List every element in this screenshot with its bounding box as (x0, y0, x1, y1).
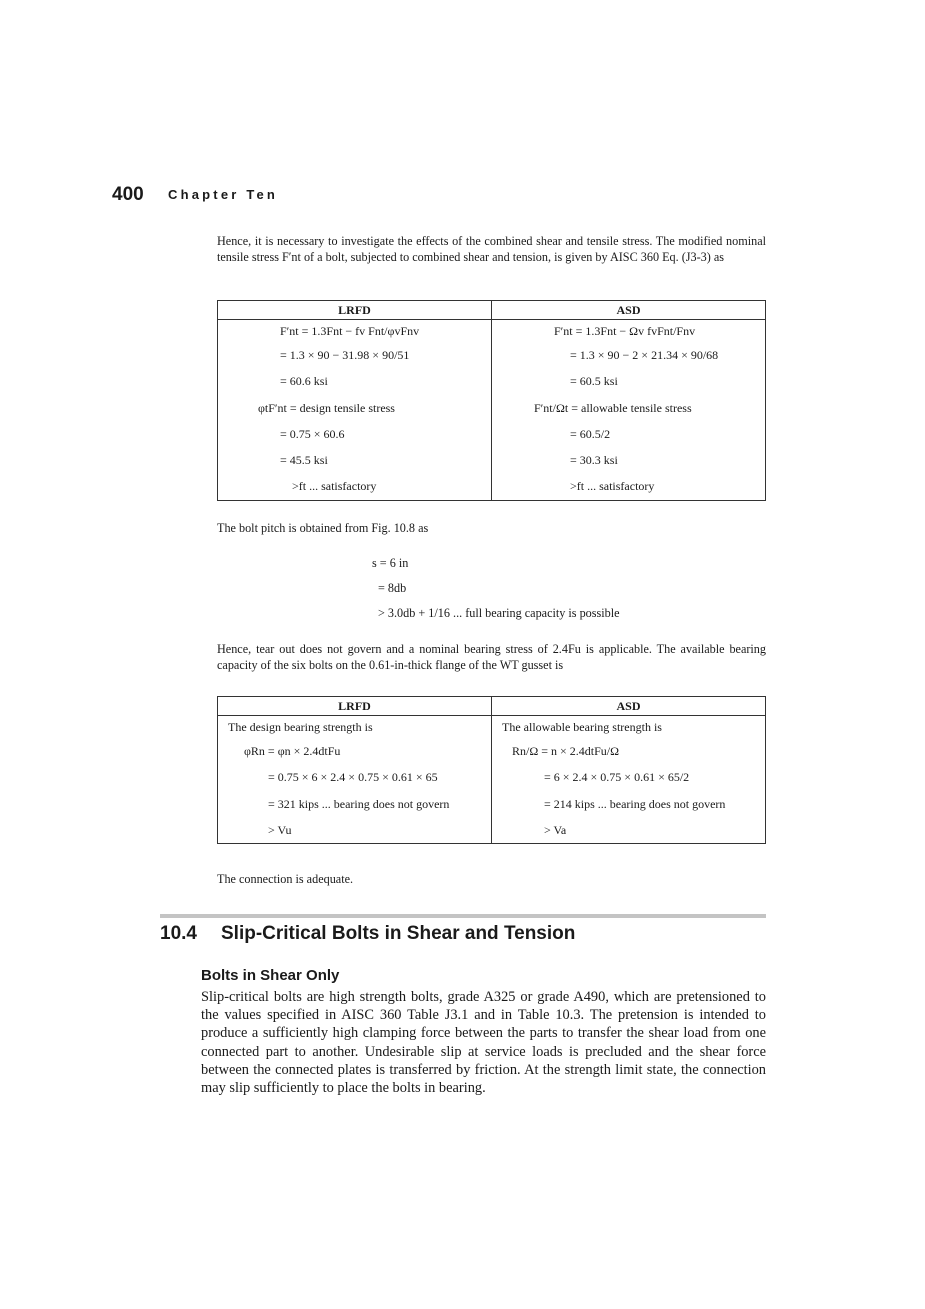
pitch-eq-line: > 3.0db + 1/16 ... full bearing capacity is possible (378, 606, 620, 620)
pitch-eq-line: = 8db (378, 581, 407, 595)
section-title: Slip-Critical Bolts in Shear and Tension (221, 923, 576, 944)
asd-line: = 214 kips ... bearing does not govern (544, 796, 726, 811)
section-number: 10.4 (160, 923, 197, 944)
asd-header: ASD (492, 301, 766, 320)
adequate-statement: The connection is adequate. (217, 872, 354, 886)
lrfd-line: φRn = φn × 2.4dtFu (244, 744, 341, 758)
lrfd-line: The design bearing strength is (228, 720, 373, 734)
pitch-equations (372, 551, 620, 626)
lrfd-line: = 0.75 × 6 × 2.4 × 0.75 × 0.61 × 65 (268, 770, 438, 785)
asd-line: = 6 × 2.4 × 0.75 × 0.61 × 65/2 (544, 770, 690, 785)
lrfd-column (218, 716, 492, 844)
section-heading (160, 923, 575, 945)
asd-line: >ft ... satisfactory (570, 479, 655, 494)
asd-column (492, 716, 766, 844)
lrfd-line: = 321 kips ... bearing does not govern (268, 796, 450, 811)
lrfd-line: = 0.75 × 60.6 (280, 426, 345, 441)
asd-line: = 60.5/2 (570, 426, 611, 441)
asd-line: = 1.3 × 90 − 2 × 21.34 × 90/68 (570, 348, 719, 362)
body-paragraph: Slip-critical bolts are high strength bolts, grade A325 or grade A490, which are pretensioned to the values specified in AISC 360 Table J3.1 and in Table 10.3. The pretension is intended to produce a sufficiently high clamping force between the parts to transfer the shear load from one connected part to another. Undesirable slip at service loads is precluded and the shear force between the connected plates is transferred by friction. At the strength limit state, the connection may slip sufficiently to place the bolts in bearing. (201, 989, 766, 1097)
intro-paragraph: Hence, it is necessary to investigate the effects of the combined shear and tensile stress. The modified nominal tensile stress F′nt of a bolt, subjected to combined shear and tension, is given by AISC 360 Eq. (J3-3) as (217, 234, 766, 264)
lrfd-line: = 60.6 ksi (280, 374, 328, 389)
lrfd-line: >ft ... satisfactory (292, 479, 377, 494)
chapter-title: Chapter Ten (168, 187, 279, 202)
pitch-paragraph: The bolt pitch is obtained from Fig. 10.8 as (217, 521, 429, 535)
asd-line: > Va (544, 822, 567, 837)
asd-line: F′nt/Ωt = allowable tensile stress (534, 400, 692, 415)
asd-line: F′nt = 1.3Fnt − Ωv fvFnt/Fnv (554, 324, 696, 338)
lrfd-column (218, 320, 492, 501)
subsection-heading: Bolts in Shear Only (201, 967, 340, 984)
lrfd-line: φtF′nt = design tensile stress (258, 400, 395, 415)
lrfd-header: LRFD (218, 301, 492, 320)
asd-line: = 60.5 ksi (570, 374, 618, 389)
asd-header: ASD (492, 697, 766, 716)
lrfd-line: > Vu (268, 822, 292, 837)
pitch-eq-line: s = 6 in (372, 556, 409, 570)
asd-column (492, 320, 766, 501)
bearing-table (217, 696, 766, 844)
asd-line: Rn/Ω = n × 2.4dtFu/Ω (512, 744, 620, 758)
lrfd-line: = 1.3 × 90 − 31.98 × 90/51 (280, 348, 410, 362)
asd-line: The allowable bearing strength is (502, 720, 662, 734)
lrfd-line: = 45.5 ksi (280, 453, 328, 468)
section-divider (160, 914, 766, 918)
lrfd-header: LRFD (218, 697, 492, 716)
asd-line: = 30.3 ksi (570, 453, 618, 468)
page-number: 400 (112, 184, 144, 205)
bearing-paragraph: Hence, tear out does not govern and a nominal bearing stress of 2.4Fu is applicable. The available bearing capacity of the six bolts on the 0.61-in-thick flange of the WT gusset is (217, 642, 766, 672)
tensile-stress-table (217, 300, 766, 501)
lrfd-line: F′nt = 1.3Fnt − fv Fnt/φvFnv (280, 324, 420, 338)
